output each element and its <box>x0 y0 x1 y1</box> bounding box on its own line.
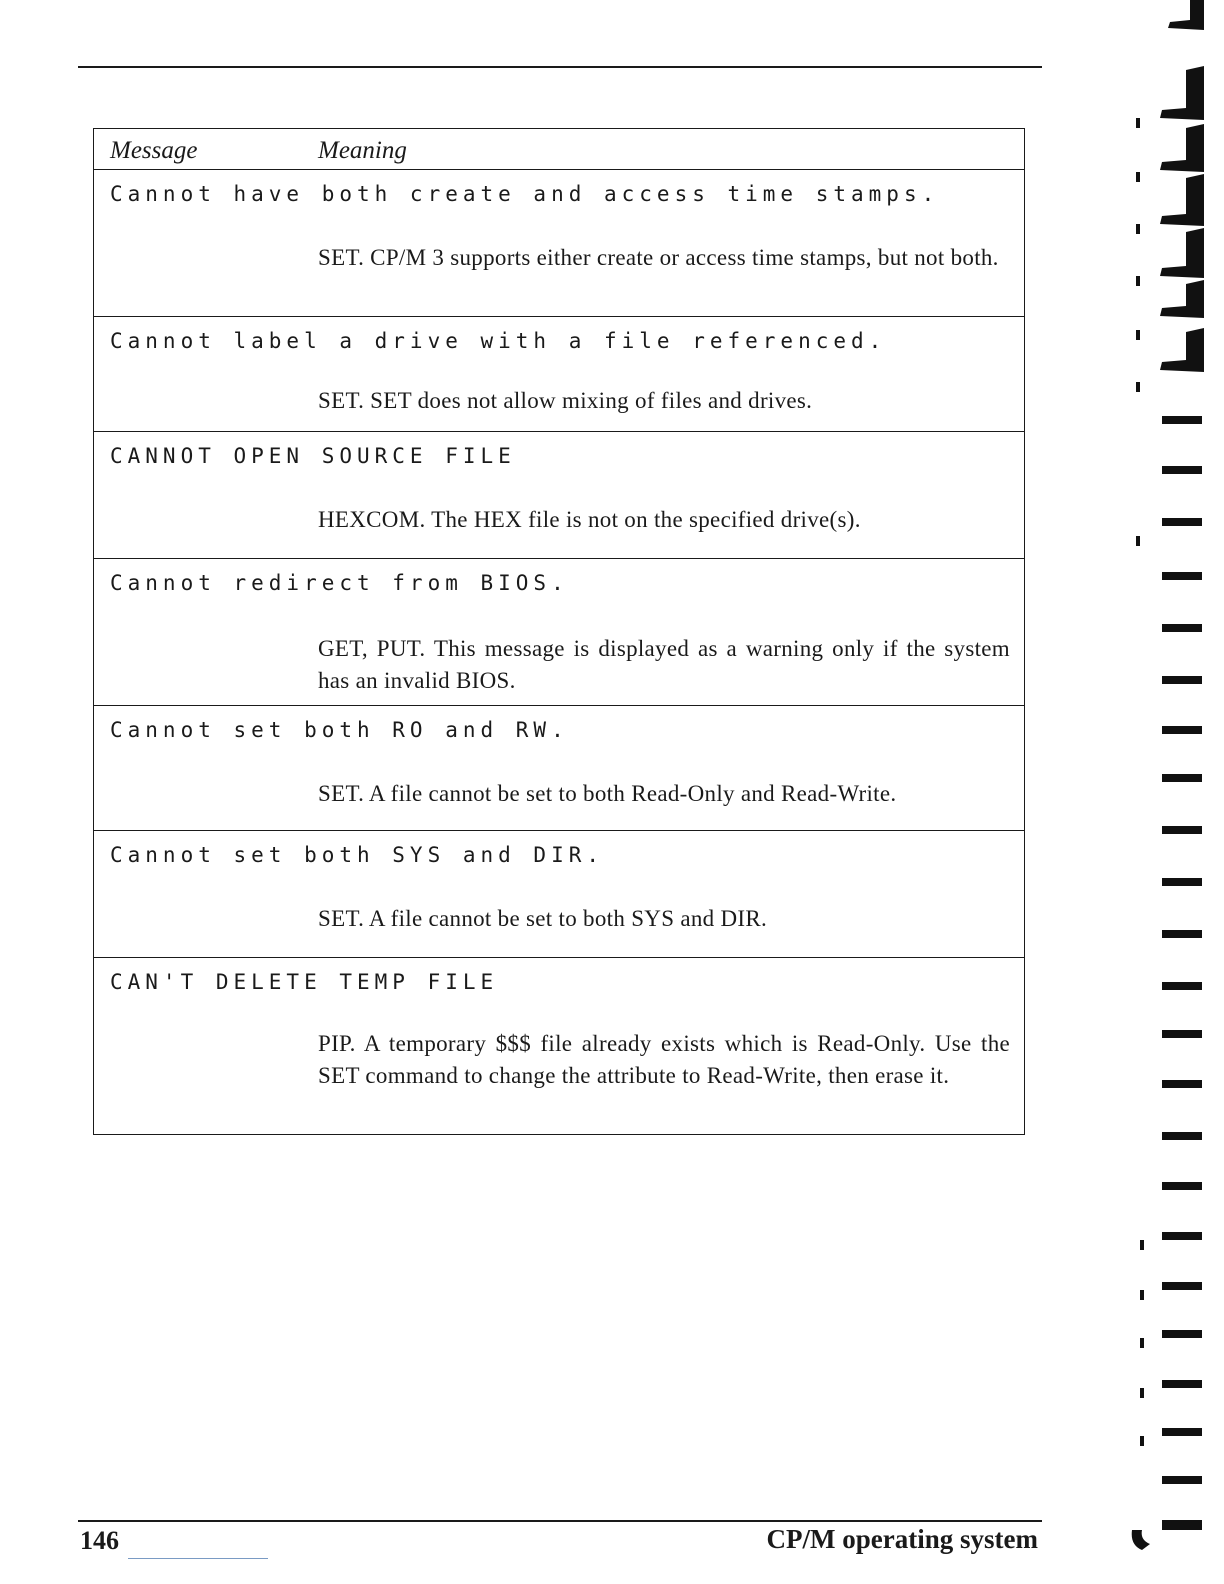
page-number-underline <box>128 1558 268 1559</box>
error-meaning: SET. A file cannot be set to both Read-Only and Read-Write. <box>318 781 897 806</box>
error-meaning: HEXCOM. The HEX file is not on the specified drive(s). <box>318 507 861 532</box>
top-rule <box>78 66 1042 68</box>
running-title: CP/M operating system <box>766 1524 1038 1554</box>
error-meaning: SET. CP/M 3 supports either create or access time stamps, but not both. <box>318 245 999 270</box>
error-message: CANNOT OPEN SOURCE FILE <box>110 444 516 468</box>
table-row <box>94 317 1024 432</box>
error-message: Cannot set both SYS and DIR. <box>110 843 605 867</box>
page-number: 146 <box>80 1526 119 1555</box>
error-meaning: PIP. A temporary $$$ file already exists which is Read-Only. Use the SET command to change the attribute to Read-Write, then erase it. <box>318 1031 1010 1088</box>
spiral-binding-marks <box>1120 0 1224 1584</box>
table-row <box>94 958 1024 1135</box>
table-row <box>94 432 1024 559</box>
header-message: Message <box>110 137 198 164</box>
table-header <box>94 129 1024 170</box>
error-message: Cannot redirect from BIOS. <box>110 571 569 595</box>
error-meaning: GET, PUT. This message is displayed as a warning only if the system has an invalid BIOS. <box>318 636 1010 693</box>
table-row <box>94 831 1024 958</box>
error-message-table <box>93 128 1025 1135</box>
table-row <box>94 559 1024 706</box>
header-meaning: Meaning <box>318 137 407 164</box>
error-meaning: SET. A file cannot be set to both SYS and DIR. <box>318 906 768 931</box>
table-row <box>94 706 1024 831</box>
table-row <box>94 170 1024 317</box>
error-message: Cannot set both RO and RW. <box>110 718 569 742</box>
bottom-rule <box>78 1520 1042 1522</box>
error-meaning: SET. SET does not allow mixing of files and drives. <box>318 388 813 413</box>
error-message: CAN'T DELETE TEMP FILE <box>110 970 499 994</box>
error-message: Cannot label a drive with a file referenced. <box>110 329 887 353</box>
error-message: Cannot have both create and access time stamps. <box>110 182 940 206</box>
